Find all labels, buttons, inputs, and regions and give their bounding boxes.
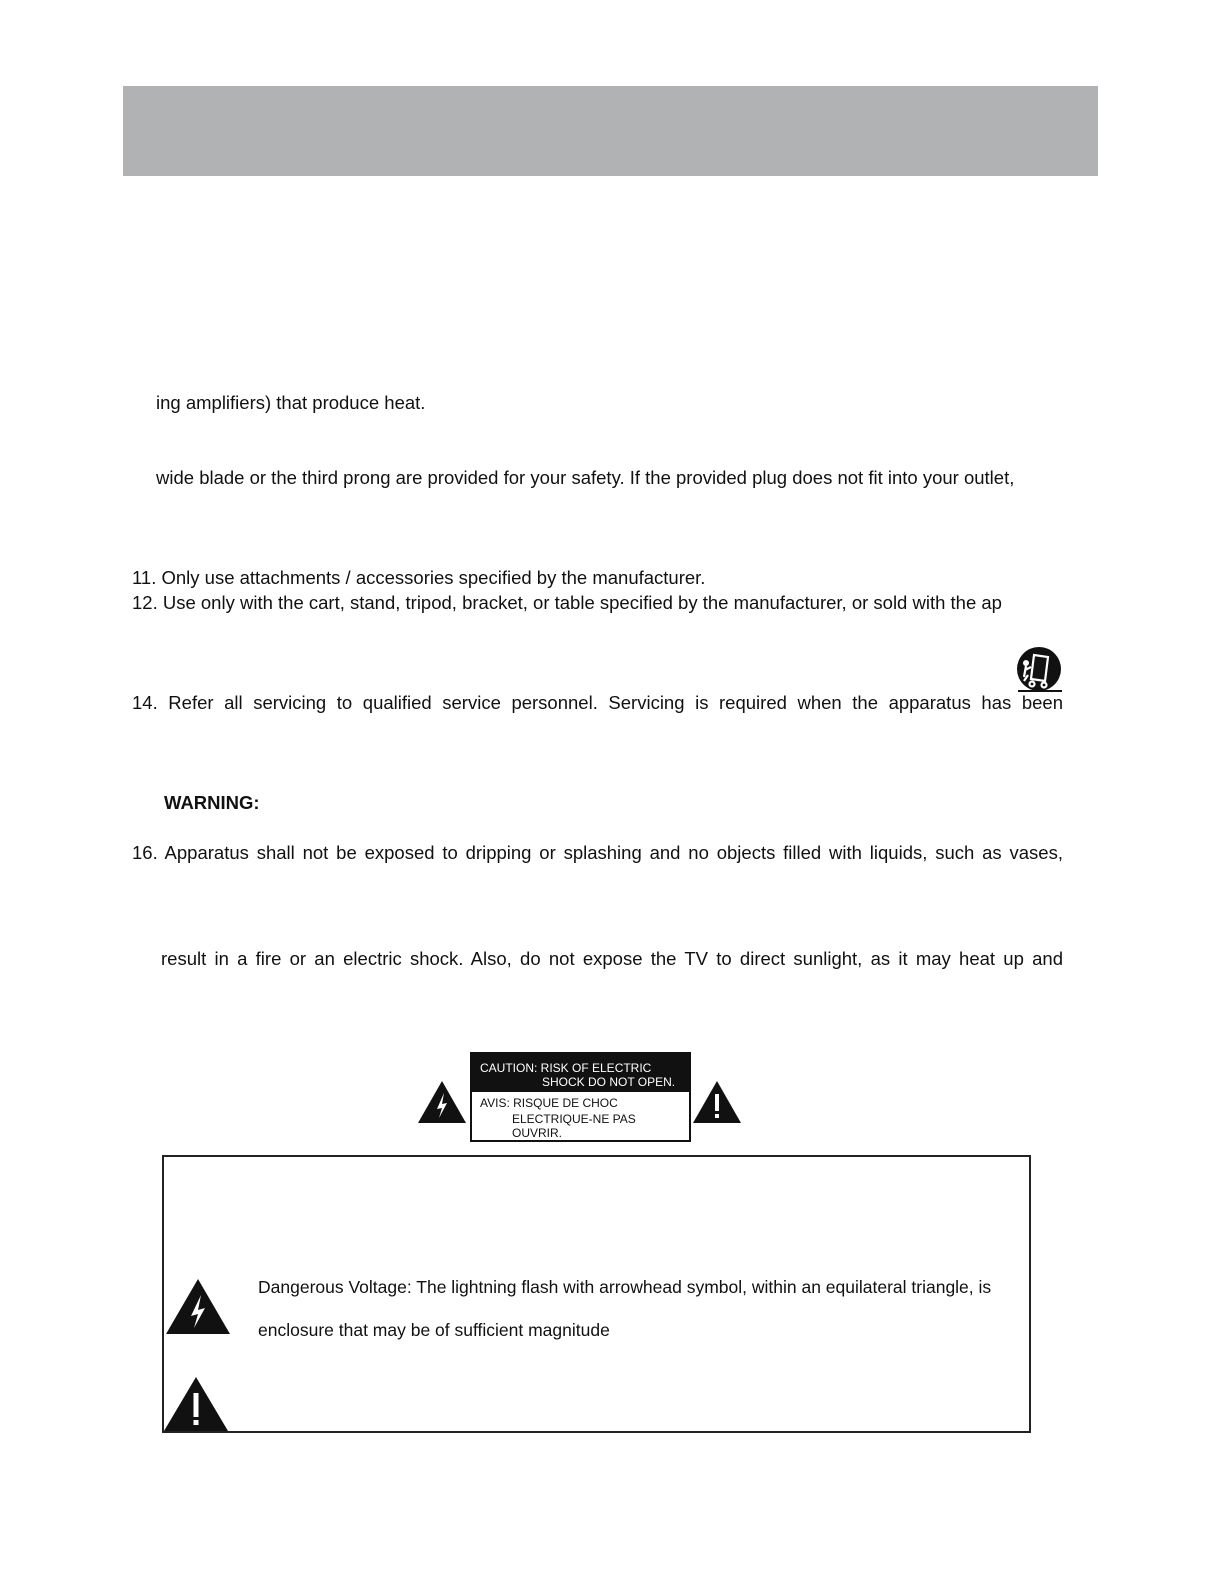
warning-heading: WARNING: bbox=[164, 792, 260, 813]
exclamation-triangle-icon bbox=[693, 1081, 741, 1123]
exclamation-triangle-icon bbox=[164, 1377, 228, 1431]
caution-fr-line2: ELECTRIQUE-NE PAS OUVRIR. bbox=[512, 1112, 636, 1140]
text-amplifiers: ing amplifiers) that produce heat. bbox=[156, 392, 426, 413]
caution-fr-line1: AVIS: RISQUE DE CHOC bbox=[480, 1096, 618, 1110]
cart-tipover-icon bbox=[1014, 645, 1064, 695]
caution-en-line1: CAUTION: RISK OF ELECTRIC bbox=[480, 1061, 652, 1075]
text-sunlight: result in a fire or an electric shock. Also, do not expose the TV to direct sunlight, as it may heat up and bbox=[161, 948, 1063, 969]
item-12: 12. Use only with the cart, stand, tripod, bracket, or table specified by the manufacturer, or sold with the ap bbox=[132, 592, 1002, 613]
item-16: 16. Apparatus shall not be exposed to dripping or splashing and no objects filled with liquids, such as vases, bbox=[132, 842, 1063, 863]
item-14: 14. Refer all servicing to qualified service personnel. Servicing is required when the apparatus has been bbox=[132, 692, 1063, 713]
item-11: 11. Only use attachments / accessories specified by the manufacturer. bbox=[132, 567, 706, 588]
text-plug: wide blade or the third prong are provided for your safety. If the provided plug does not fit into your outlet, bbox=[156, 467, 1015, 488]
voltage-text-line2: enclosure that may be of sufficient magnitude bbox=[258, 1320, 610, 1340]
caution-label bbox=[470, 1052, 691, 1142]
caution-en-line2: SHOCK DO NOT OPEN. bbox=[542, 1075, 676, 1089]
lightning-triangle-icon bbox=[418, 1081, 466, 1123]
lightning-triangle-icon bbox=[166, 1279, 230, 1334]
symbol-explanation-box bbox=[162, 1155, 1031, 1433]
header-bar bbox=[123, 86, 1098, 176]
voltage-text-line1: Dangerous Voltage: The lightning flash with arrowhead symbol, within an equilateral triangle, is bbox=[258, 1277, 992, 1297]
